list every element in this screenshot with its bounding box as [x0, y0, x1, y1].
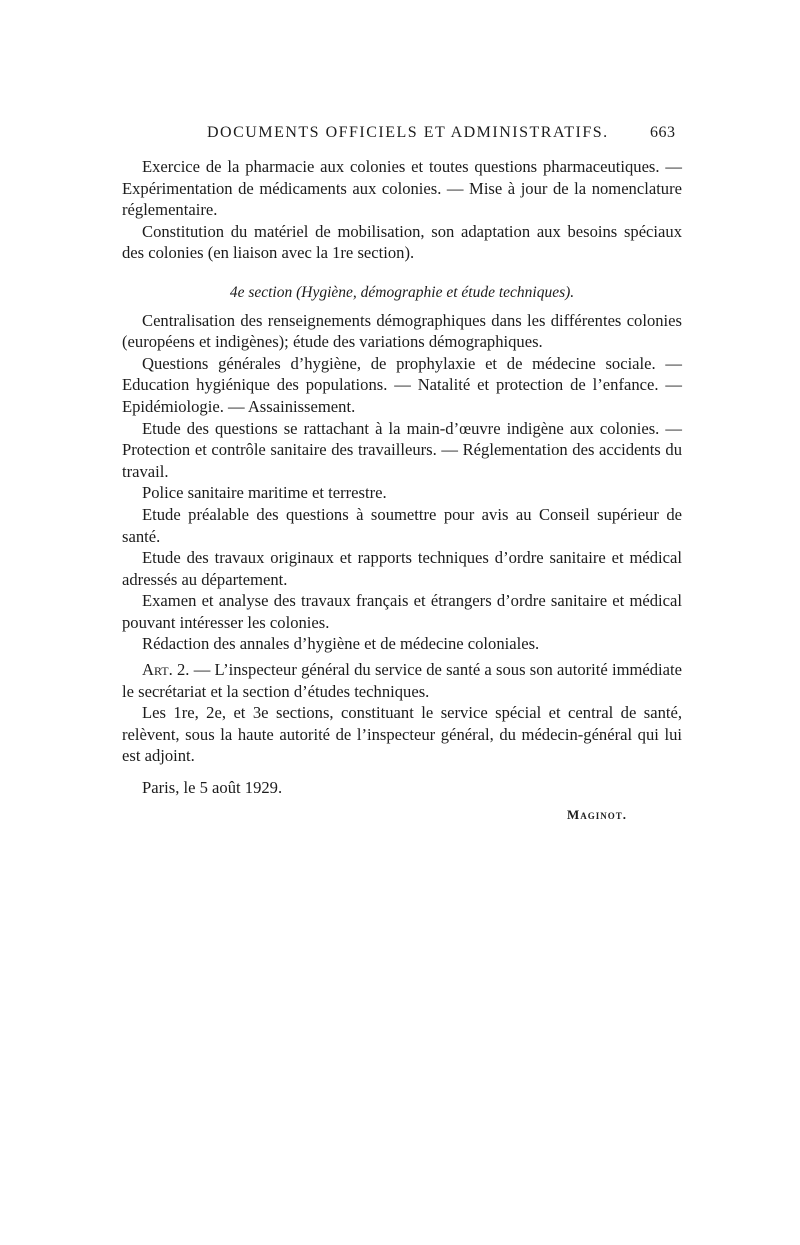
article-2: [122, 659, 682, 702]
page-number: 663: [650, 124, 676, 141]
paragraph-hygiene: Questions générales d’hygiène, de prophylaxie et de médecine sociale. — Education hygiénique des populations. — Natalité et protection de l’enfance. — Epidémiologie. — Assainissement.: [122, 353, 682, 416]
paragraph-travaux: Etude des travaux originaux et rapports techniques d’ordre sanitaire et médical adressés au département.: [122, 548, 682, 589]
paragraph-redaction: Rédaction des annales d’hygiène et de médecine coloniales.: [142, 634, 540, 654]
paragraph-police-sanitaire: Police sanitaire maritime et terrestre.: [142, 483, 387, 503]
header-title: DOCUMENTS OFFICIELS ET ADMINISTRATIFS.: [207, 124, 609, 141]
paragraph-sections: Les 1re, 2e, et 3e sections, constituant le service spécial et central de santé, relèvent, sous la haute autorité de l’inspecteur général, du médecin-général qui lui est adjoint.: [122, 703, 682, 766]
paragraph-main-oeuvre: Etude des questions se rattachant à la main-d’œuvre indigène aux colonies. — Protection et contrôle sanitaire des travailleurs. — Réglementation des accidents du travail.: [122, 418, 682, 481]
article-label: Art. 2.: [142, 660, 190, 680]
running-header: [0, 124, 800, 148]
article-text: — L’inspecteur général du service de santé a sous son autorité immédiate le secrétariat et la section d’études techniques.: [122, 660, 682, 701]
paragraph-conseil: Etude préalable des questions à soumettre pour avis au Conseil supérieur de santé.: [122, 504, 682, 546]
date-line: Paris, le 5 août 1929.: [142, 778, 283, 798]
document-body: [122, 156, 682, 799]
paragraph-examen: Examen et analyse des travaux français et étrangers d’ordre sanitaire et médical pouvant intéresser les colonies.: [122, 591, 682, 632]
paragraph-mobilisation: Constitution du matériel de mobilisation, son adaptation aux besoins spéciaux des colonies (en liaison avec la 1re section).: [122, 221, 682, 263]
signature: Maginot.: [567, 807, 628, 822]
section-heading: 4e section (Hygiène, démographie et étude techniques).: [229, 283, 575, 301]
paragraph-pharmacie: Exercice de la pharmacie aux colonies et toutes questions pharmaceutiques. — Expérimentation de médicaments aux colonies. — Mise à jour de la nomenclature réglementaire.: [122, 157, 682, 220]
paragraph-centralisation: Centralisation des renseignements démographiques dans les différentes colonies (européens et indigènes); étude des variations démographiques.: [122, 310, 682, 352]
